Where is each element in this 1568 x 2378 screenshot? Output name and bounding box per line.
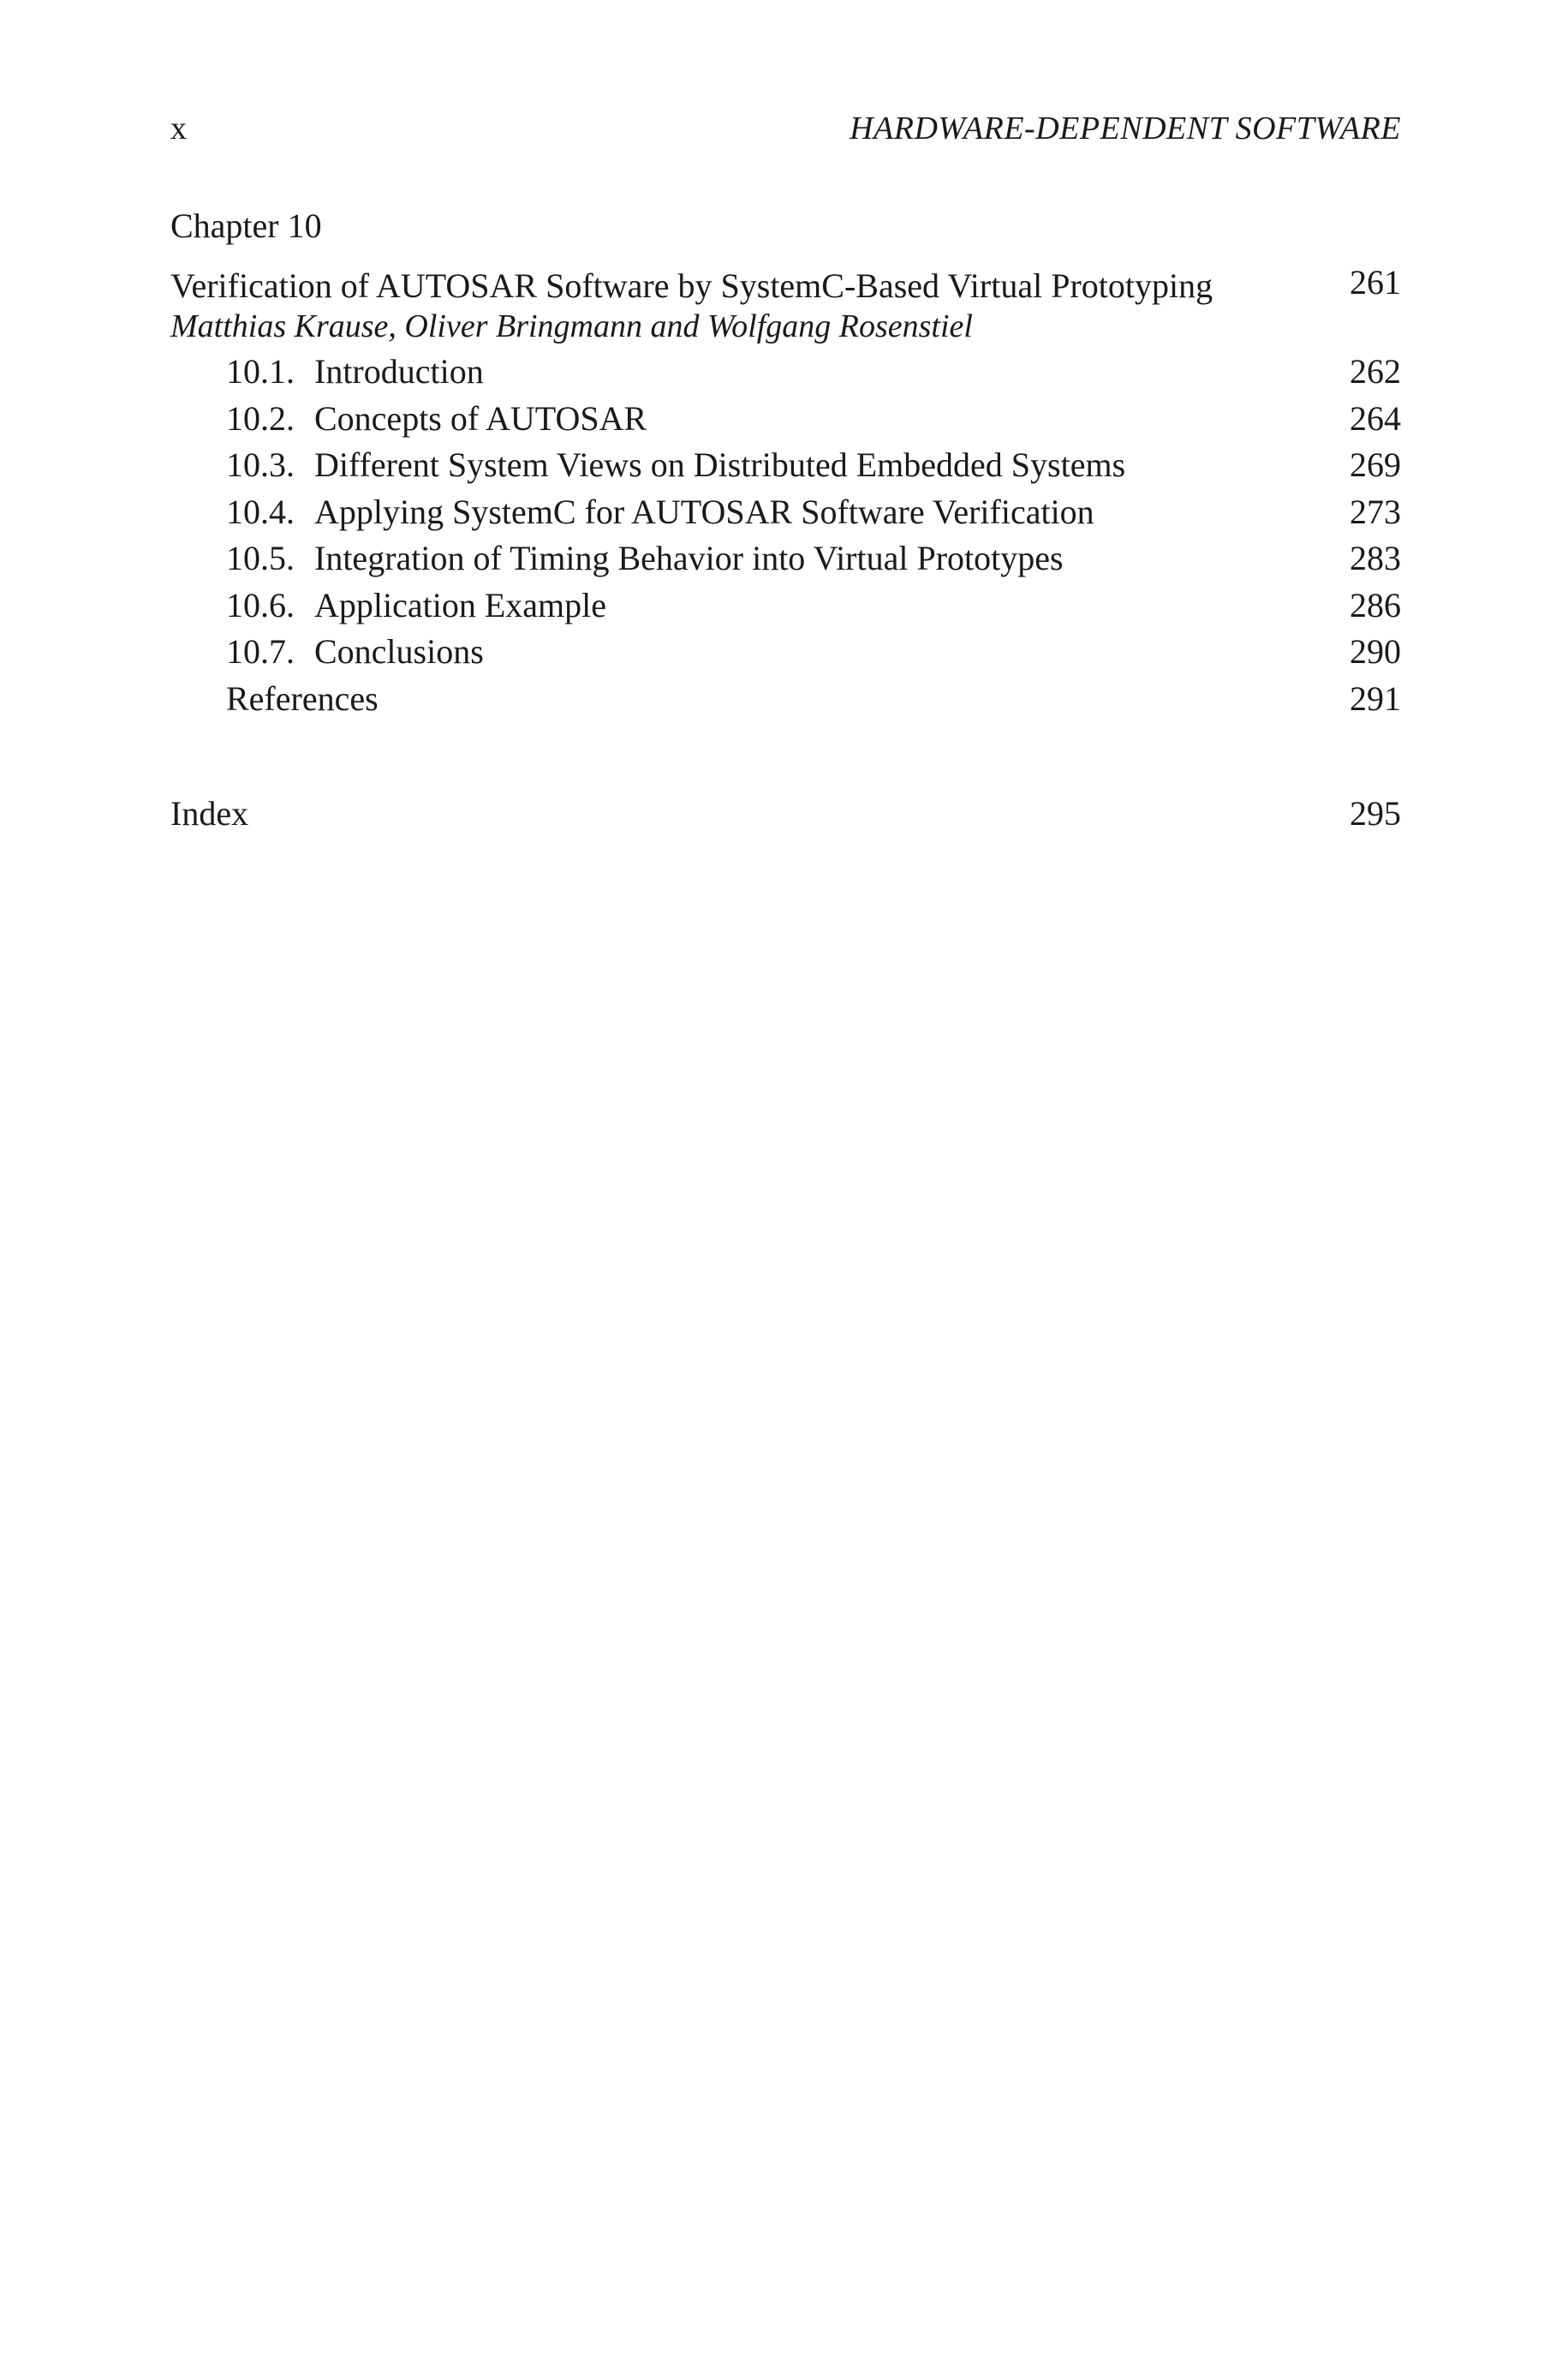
toc-entry[interactable] <box>170 351 1401 398</box>
running-title: HARDWARE-DEPENDENT SOFTWARE <box>850 111 1401 146</box>
chapter-label: Chapter 10 <box>170 206 322 245</box>
section-number: 10.1. <box>226 352 295 391</box>
page-number: x <box>170 111 187 146</box>
section-number: 10.2. <box>226 398 295 438</box>
section-page-number: 273 <box>1350 492 1401 531</box>
toc-entry[interactable] <box>170 678 1401 726</box>
section-number: 10.4. <box>226 492 295 531</box>
index-page-number: 295 <box>1350 794 1401 833</box>
section-title: Different System Views on Distributed Embedded Systems <box>314 445 1126 484</box>
section-title: Application Example <box>314 585 607 624</box>
toc-entry[interactable] <box>170 398 1401 445</box>
section-number: 10.6. <box>226 585 295 624</box>
chapter-page-number: 261 <box>1350 263 1401 302</box>
toc-entry[interactable] <box>170 445 1401 492</box>
section-title: References <box>226 678 379 718</box>
section-page-number: 269 <box>1350 445 1401 484</box>
section-number: 10.3. <box>226 445 295 484</box>
chapter-authors: Matthias Krause, Oliver Bringmann and Wolfgang Rosenstiel <box>170 308 973 344</box>
index-entry[interactable]: Index <box>170 794 249 833</box>
section-page-number: 264 <box>1350 398 1401 438</box>
section-title: Integration of Timing Behavior into Virtual Prototypes <box>314 539 1064 577</box>
toc-entry[interactable] <box>170 538 1401 585</box>
section-page-number: 262 <box>1350 352 1401 391</box>
section-title: Applying SystemC for AUTOSAR Software Verification <box>314 492 1094 531</box>
section-title: Concepts of AUTOSAR <box>314 398 647 438</box>
section-title: Conclusions <box>314 632 484 671</box>
section-list <box>170 351 1401 725</box>
section-page-number: 291 <box>1350 678 1401 718</box>
toc-page <box>170 0 1401 2378</box>
section-number: 10.5. <box>226 539 295 577</box>
section-page-number: 286 <box>1350 585 1401 624</box>
toc-entry[interactable] <box>170 631 1401 678</box>
section-title: Introduction <box>314 352 484 391</box>
chapter-title[interactable]: Verification of AUTOSAR Software by SystemC-Based Virtual Prototyping <box>170 266 1213 305</box>
section-page-number: 283 <box>1350 539 1401 577</box>
section-number: 10.7. <box>226 632 295 671</box>
running-head <box>170 110 1401 158</box>
toc-entry[interactable] <box>170 492 1401 539</box>
section-page-number: 290 <box>1350 632 1401 671</box>
toc-entry[interactable] <box>170 585 1401 632</box>
